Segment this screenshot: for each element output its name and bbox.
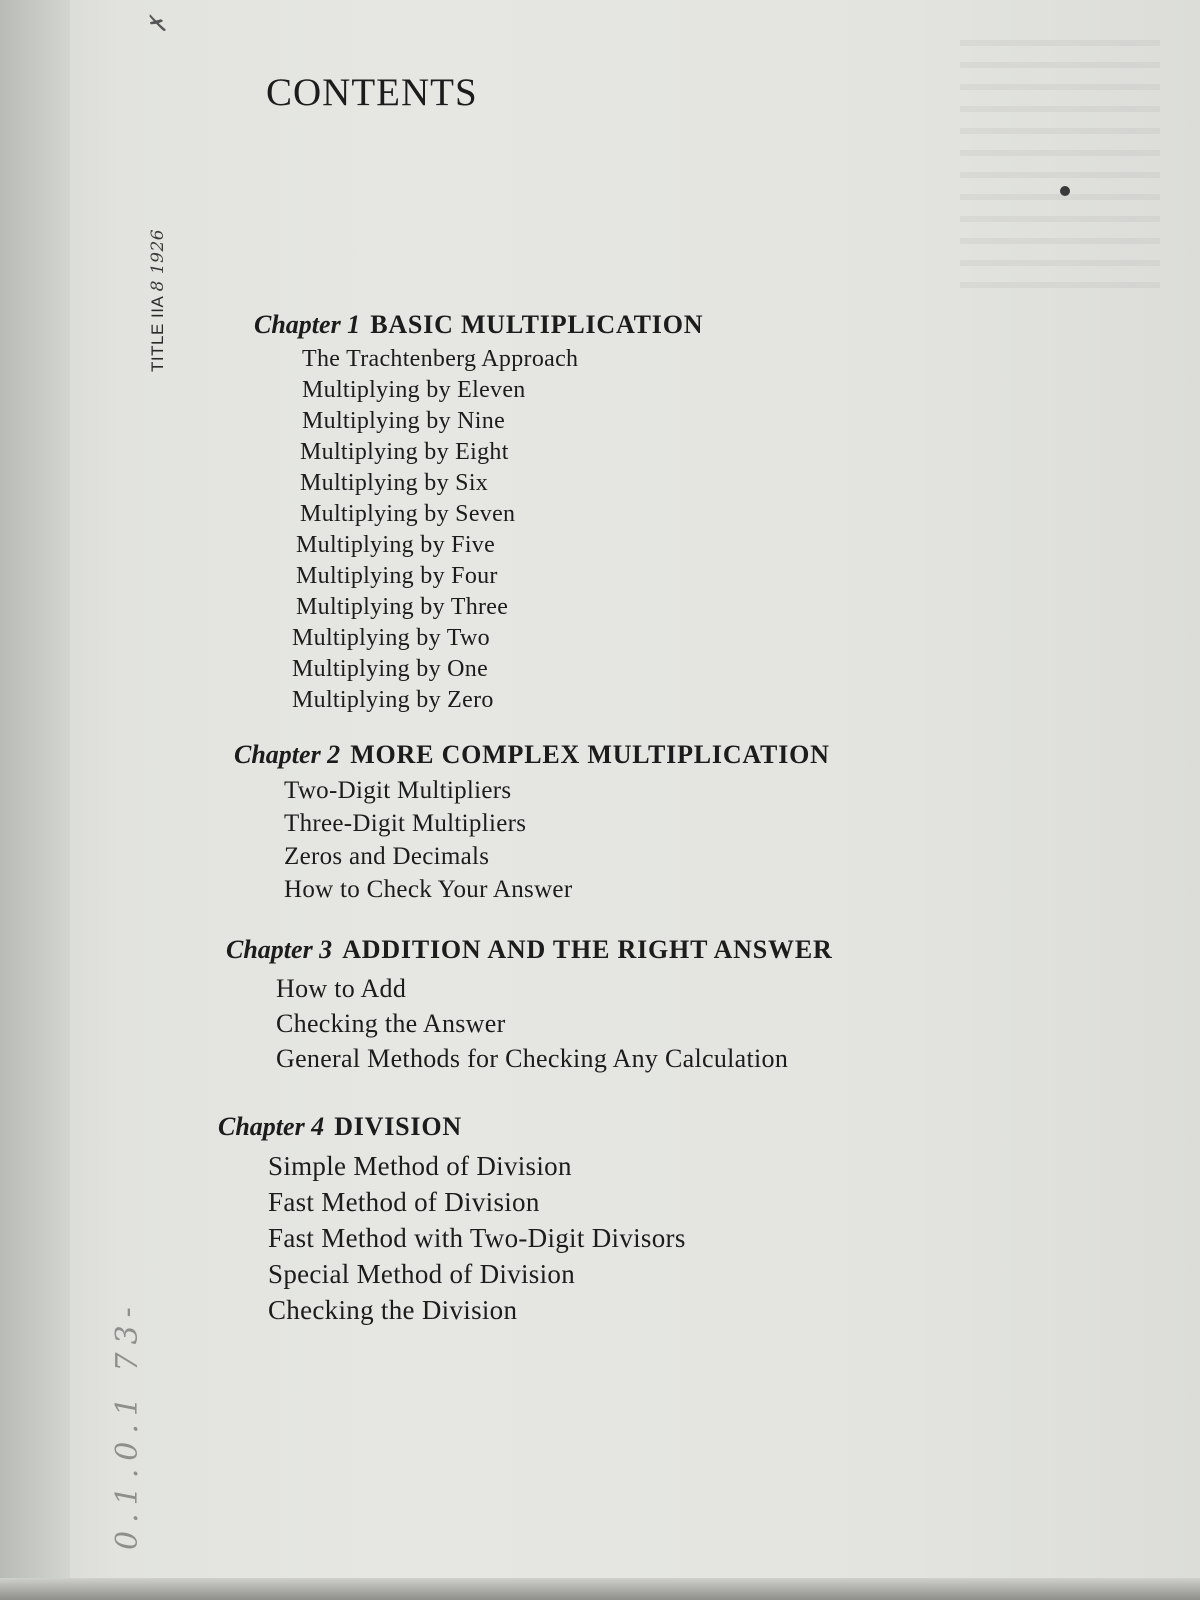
chapter-heading — [218, 1112, 686, 1142]
section-item: Multiplying by Zero — [292, 687, 494, 713]
chapter-title: ADDITION AND THE RIGHT ANSWER — [342, 935, 833, 964]
section-list — [276, 971, 833, 1076]
chapter-4 — [218, 1112, 686, 1328]
section-item: Fast Method of Division — [268, 1187, 540, 1217]
section-item: The Trachtenberg Approach — [302, 346, 579, 372]
section-item: Zeros and Decimals — [284, 843, 490, 870]
chapter-title: BASIC MULTIPLICATION — [370, 310, 704, 339]
section-list — [268, 1148, 686, 1328]
section-item: How to Add — [276, 974, 407, 1003]
chapter-label: Chapter 2 — [234, 740, 341, 769]
section-item: Multiplying by Five — [296, 532, 496, 558]
stamp-handwritten-date: 8 1926 — [148, 228, 168, 292]
section-item: Multiplying by Three — [296, 594, 509, 620]
pencil-annotation: 0.1.0.1 73- — [110, 1299, 145, 1550]
section-item: Multiplying by Four — [296, 563, 498, 589]
section-item: General Methods for Checking Any Calculation — [276, 1044, 789, 1073]
chapter-title: DIVISION — [334, 1112, 462, 1141]
chapter-label: Chapter 4 — [218, 1112, 325, 1141]
section-list — [292, 344, 703, 716]
chapter-label: Chapter 1 — [254, 310, 361, 339]
section-list — [284, 774, 830, 906]
chapter-heading — [234, 740, 830, 770]
section-item: Simple Method of Division — [268, 1151, 572, 1181]
section-item: Multiplying by One — [292, 656, 489, 682]
chapter-title: MORE COMPLEX MULTIPLICATION — [350, 740, 830, 769]
section-item: Multiplying by Nine — [302, 408, 506, 434]
chapter-heading — [226, 935, 833, 965]
chapter-label: Chapter 3 — [226, 935, 333, 964]
section-item: Multiplying by Seven — [300, 501, 516, 527]
chapter-3 — [226, 935, 833, 1076]
section-item: Multiplying by Eleven — [302, 377, 526, 403]
chapter-1 — [254, 310, 703, 716]
section-item: Checking the Answer — [276, 1009, 506, 1038]
section-item: Fast Method with Two-Digit Divisors — [268, 1223, 686, 1253]
page-bottom-edge — [0, 1578, 1200, 1600]
section-item: Multiplying by Two — [292, 625, 490, 651]
section-item: Special Method of Division — [268, 1259, 576, 1289]
section-item: Multiplying by Eight — [300, 439, 509, 465]
section-item: Checking the Division — [268, 1295, 518, 1325]
stamp-printed-text: TITLE IIA — [148, 296, 167, 372]
section-item: Two-Digit Multipliers — [284, 777, 512, 804]
chapter-heading — [254, 310, 703, 340]
pencil-corner-mark: ✗ — [146, 15, 172, 34]
page-title: CONTENTS — [266, 71, 478, 114]
chapter-2 — [234, 740, 830, 906]
section-item: Three-Digit Multipliers — [284, 810, 527, 837]
section-item: Multiplying by Six — [300, 470, 489, 496]
section-item: How to Check Your Answer — [284, 876, 573, 903]
